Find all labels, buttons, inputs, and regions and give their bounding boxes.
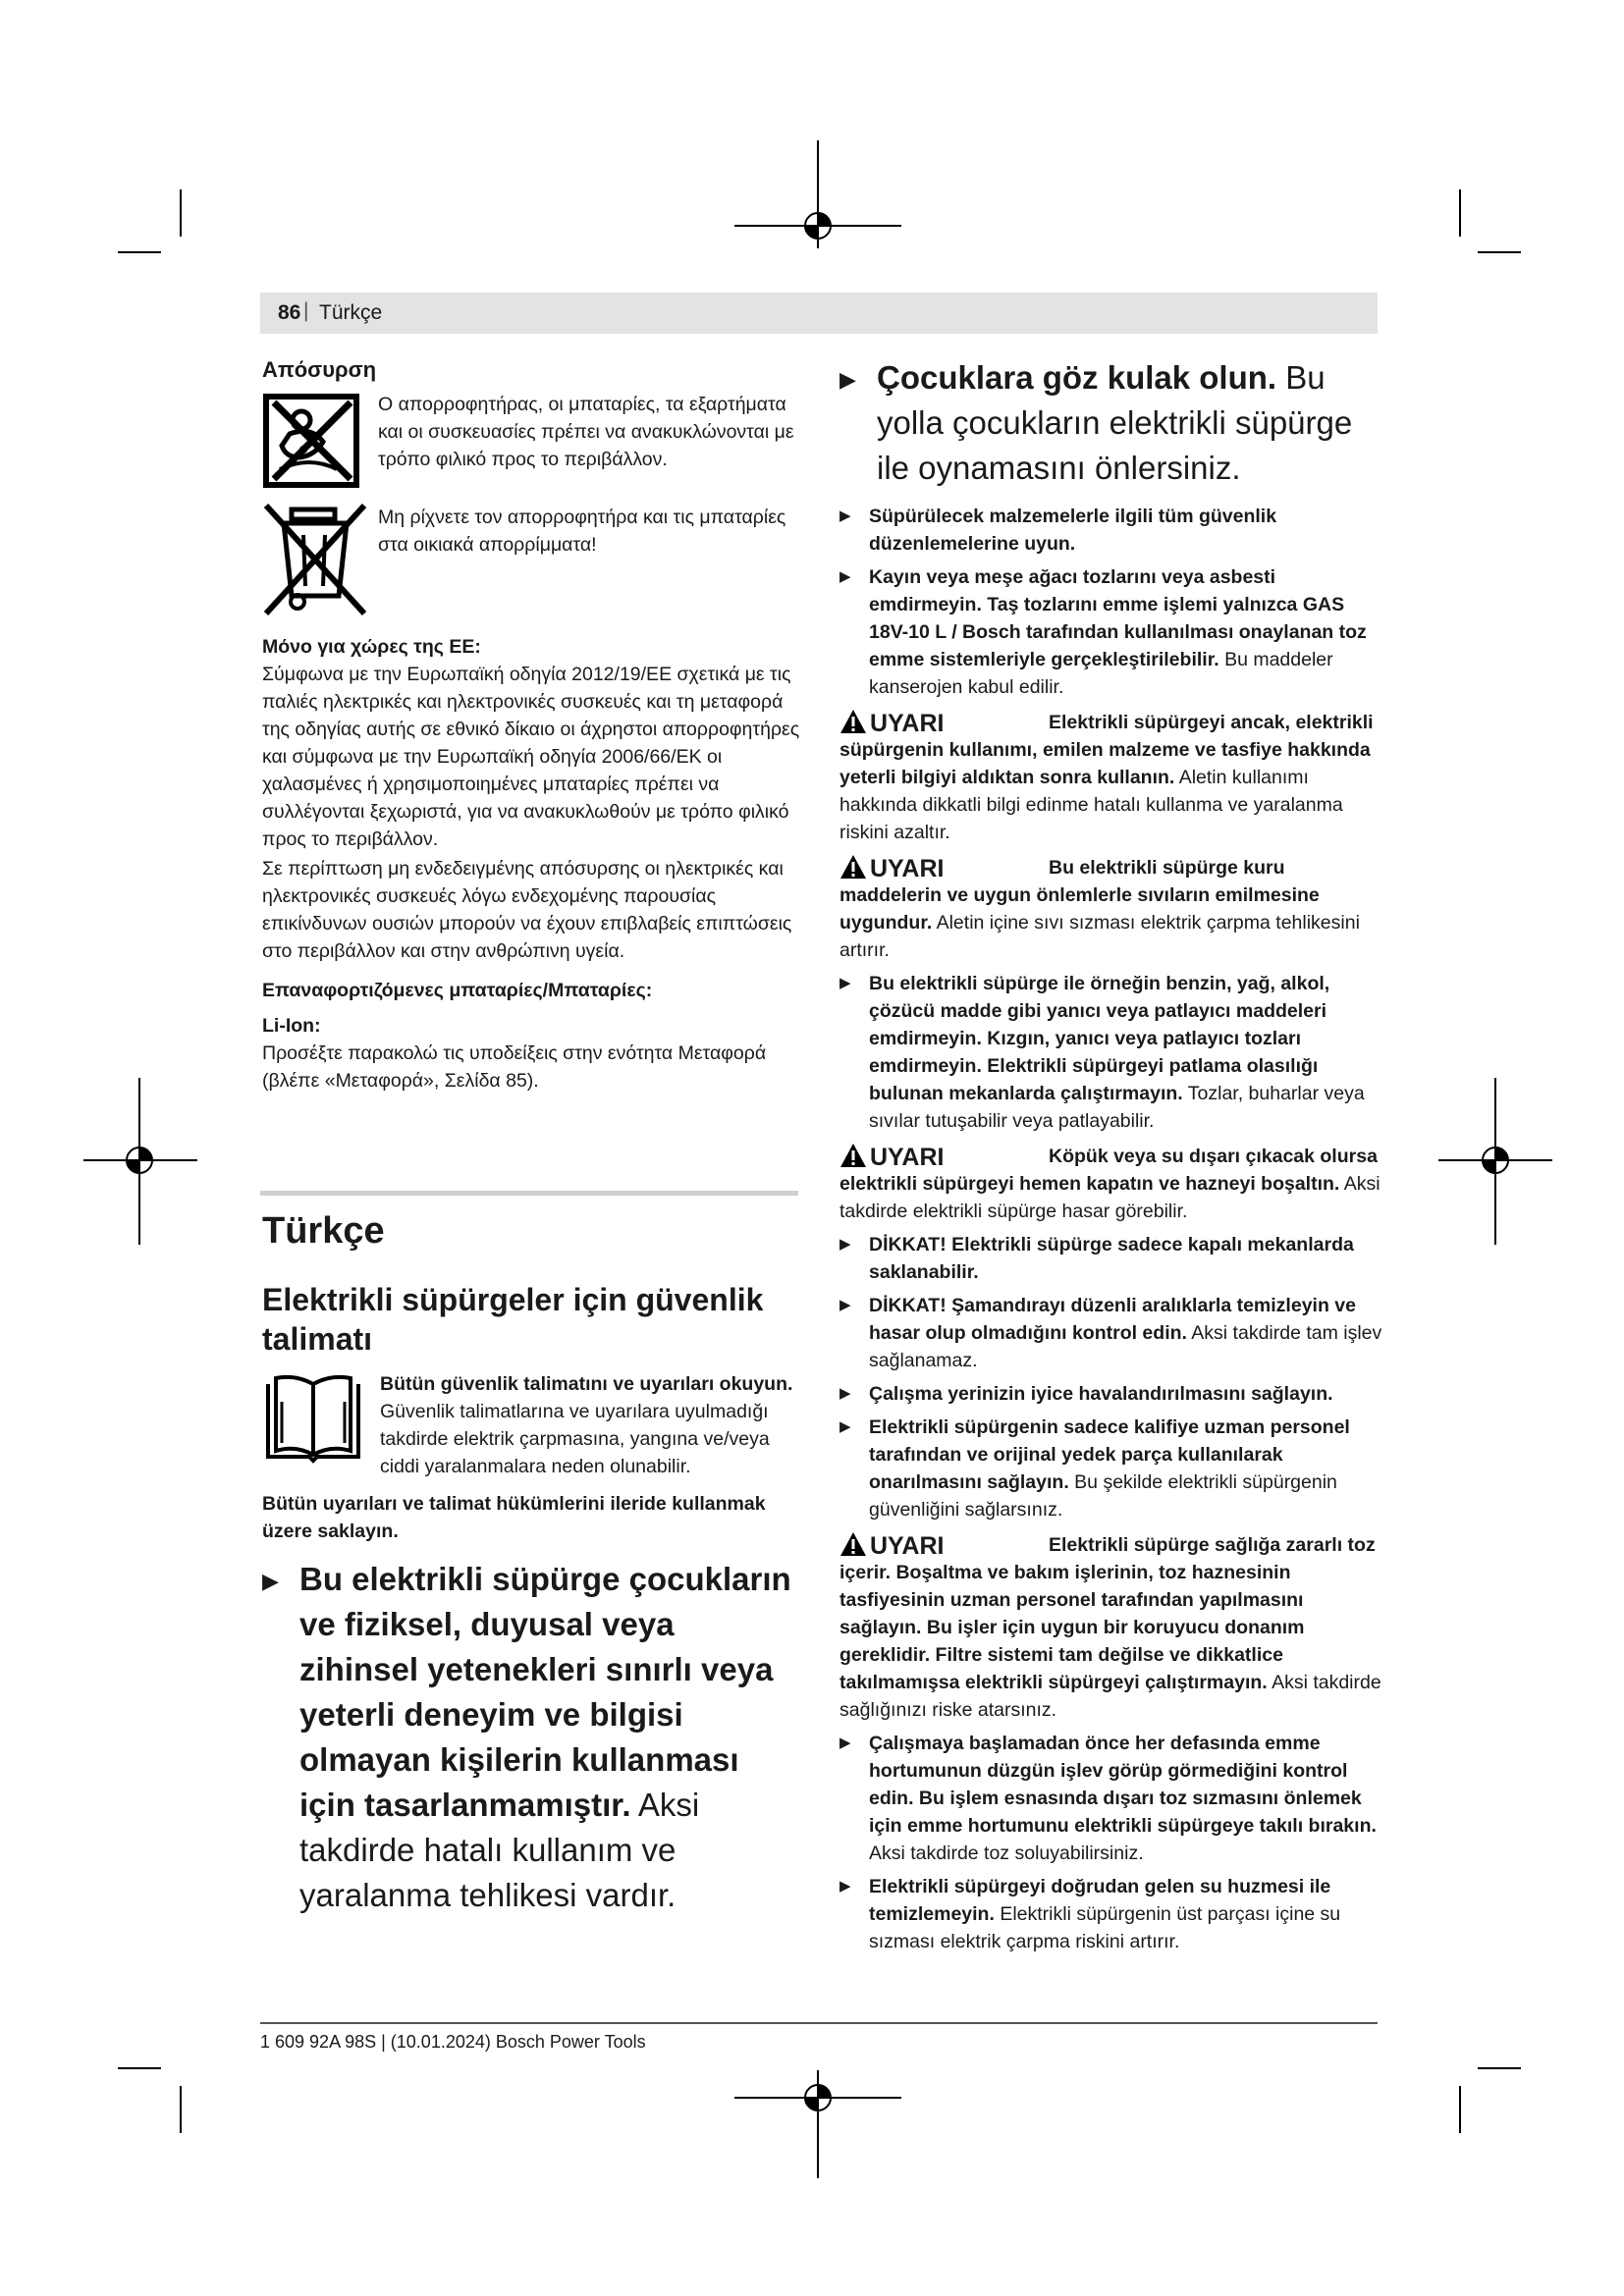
warning-text: Aletin kullanımı hakkında dikkatli bilgi edinme hatalı kullanma ve yaralanma riskini azaltır. <box>839 767 1343 843</box>
warning-bold: Elektrikli süpürge sağlığa zararlı toz içerir. Boşaltma ve bakım işlerinin, toz haznesinin tasfiyesinin uzman personel tarafından yapılmasını sağlayın. Bu işler için uygun bir koruyucu donanım gereklidir. Filtre sistemi tam değilse ve dikkatlice takılmamışsa elektrikli süpürgeyi çalıştırmayın. <box>839 1534 1376 1693</box>
warning-block-3 <box>839 1143 1384 1225</box>
warning-triangle-icon <box>839 1143 867 1168</box>
safety-section-title-line-1: Elektrikli süpürgeler için güvenlik <box>262 1282 764 1317</box>
warning-label <box>839 1531 945 1560</box>
bullet-arrow-icon: ▶ <box>839 367 856 392</box>
greek-battery-title: Επαναφορτιζόμενες μπαταρίες/Μπαταρίες: <box>262 980 653 1001</box>
big-bullet-1-bold: Bu elektrikli süpürge çocukların ve fiziksel, duyusal veya zihinsel yetenekleri sınırlı veya yeterli deneyim ve bilgisi olmayan kişilerin kullanması için tasarlanmamıştır. <box>299 1561 791 1823</box>
bullet-bold: DİKKAT! Şamandırayı düzenli aralıklarla temizleyin ve hasar olup olmadığını kontrol edin. <box>869 1295 1356 1344</box>
big-bullet-1-text: Aksi takdirde hatalı kullanım ve yaralanma tehlikesi vardır. <box>299 1787 700 1913</box>
crop-mark <box>1478 251 1521 253</box>
warning-label-text: UYARI <box>870 1144 945 1171</box>
warning-text: Aksi takdirde elektrikli süpürge hasar görebilir. <box>839 1173 1380 1222</box>
crop-mark <box>1459 2086 1461 2133</box>
manual-book-icon <box>262 1372 364 1465</box>
greek-disposal-text-1: Ο απορροφητήρας, οι μπαταρίες, τα εξαρτήματα και οι συσκευασίες πρέπει να ανακυκλώνονται με τρόπο φιλικό προς το περιβάλλον. <box>378 394 794 470</box>
page-number: 86 <box>278 301 301 324</box>
warning-block-1 <box>839 709 1384 846</box>
bullet-item: ▶ DİKKAT! Elektrikli süpürge sadece kapalı mekanlarda saklanabilir. <box>839 1231 1384 1286</box>
read-instructions-bold: Bütün güvenlik talimatını ve uyarıları okuyun. <box>380 1373 793 1395</box>
warning-text: Aksi takdirde sağlığınızı riske atarsınız. <box>839 1672 1381 1721</box>
right-column <box>839 355 1384 1955</box>
footer-text: 1 609 92A 98S | (10.01.2024) Bosch Power Tools <box>260 2032 646 2052</box>
bullet-item <box>839 1730 1384 1867</box>
left-column <box>262 355 800 1095</box>
bullet-text: Bu şekilde elektrikli süpürgenin güvenliğini sağlarsınız. <box>869 1471 1337 1521</box>
keep-instructions: Bütün uyarıları ve talimat hükümlerini ileride kullanmak üzere saklayın. <box>262 1493 766 1542</box>
warning-bold: Köpük veya su dışarı çıkacak olursa elektrikli süpürgeyi hemen kapatın ve hazneyi boşaltın. <box>839 1146 1378 1195</box>
registration-mark-icon <box>1479 1144 1512 1177</box>
registration-mark-icon <box>801 209 835 242</box>
bullet-bold: Elektrikli süpürgenin sadece kalifiye uzman personel tarafından ve orijinal yedek parça kullanılarak onarılmasını sağlayın. <box>869 1416 1350 1493</box>
bullet-item <box>839 970 1384 1135</box>
turkish-intro <box>262 1205 800 1918</box>
big-bullet-2 <box>839 355 1384 491</box>
crop-mark <box>1459 189 1461 237</box>
bullet-text: Aksi takdirde tam işlev sağlanamaz. <box>869 1322 1382 1371</box>
warning-label <box>839 1143 945 1171</box>
bullet-bold: Bu elektrikli süpürge ile örneğin benzin, yağ, alkol, çözücü madde gibi yanıcı veya patlayıcı maddeleri emdirmeyin. Kızgın, yanıcı veya patlayıcı tozları emdirmeyin. Elektrikli süpürgeyi patlama olasılığı bulunan mekanlarda çalıştırmayın. <box>869 973 1330 1104</box>
warning-block-2 <box>839 854 1384 964</box>
warning-bold: Bu elektrikli süpürge kuru maddelerin ve uygun önlemlerle sıvıların emilmesine uygundur. <box>839 857 1320 934</box>
greek-disposal-title: Απόσυρση <box>262 357 377 382</box>
warning-triangle-icon <box>839 854 867 880</box>
crop-mark <box>118 2067 161 2069</box>
read-instructions-text: Güvenlik talimatlarına ve uyarılara uyulmadığı takdirde elektrik çarpmasına, yangına ve/veya ciddi yaralanmalara neden olunabilir. <box>380 1401 770 1477</box>
turkish-language-title: Türkçe <box>262 1210 385 1252</box>
warning-label-text: UYARI <box>870 710 945 737</box>
header-separator: | <box>303 299 309 322</box>
warning-label <box>839 709 945 737</box>
footer-rule <box>260 2022 1378 2024</box>
warning-label <box>839 854 945 882</box>
bullet-item <box>839 1292 1384 1374</box>
section-divider <box>260 1191 798 1196</box>
bullet-text: Bu maddeler kanserojen kabul edilir. <box>869 649 1333 698</box>
crop-mark <box>118 251 161 253</box>
bullet-arrow-icon: ▶ <box>262 1569 279 1593</box>
bullet-item <box>839 1873 1384 1955</box>
warning-triangle-icon <box>839 709 867 734</box>
bullet-bold: Çalışmaya başlamadan önce her defasında emme hortumunun düzgün işlev görüp görmediğini kontrol edin. Bu işlem esnasında dışarı toz sızmasını önlemek için emme hortumunu elektrikli süpürgeye takılı bırakın. <box>869 1733 1377 1837</box>
warning-label-text: UYARI <box>870 855 945 882</box>
big-bullet-2-text: Bu yolla çocukların elektrikli süpürge ile oynamasını önlersiniz. <box>877 359 1353 486</box>
bullet-item: ▶ Süpürülecek malzemelerle ilgili tüm güvenlik düzenlemelerine uyun. <box>839 503 1384 558</box>
warning-text: Aletin içine sıvı sızması elektrik çarpma tehlikesini artırır. <box>839 912 1360 961</box>
bullet-bold: Kayın veya meşe ağacı tozlarını veya asbesti emdirmeyin. Taş tozlarını emme işlemi yalnızca GAS 18V-10 L / Bosch tarafından kullanılması onaylanan toz emme sistemleriyle gerçekleştirilebilir. <box>869 566 1367 670</box>
greek-disposal-text-2: Μη ρίχνετε τον απορροφητήρα και τις μπαταρίες στα οικιακά απορρίμματα! <box>378 507 786 556</box>
greek-liion-title: Li-Ion: <box>262 1015 321 1037</box>
bullet-item: ▶ Çalışma yerinizin iyice havalandırılmasını sağlayın. <box>839 1380 1384 1408</box>
big-bullet-1 <box>262 1557 800 1918</box>
greek-liion-text: Προσέξτε παρακολώ τις υποδείξεις στην ενότητα Μεταφορά (βλέπε «Μεταφορά», Σελίδα 85). <box>262 1042 767 1092</box>
crop-mark <box>1478 2067 1521 2069</box>
bullet-text: Tozlar, buharlar veya sıvılar tutuşabilir veya patlayabilir. <box>869 1083 1365 1132</box>
registration-mark-icon <box>801 2081 835 2114</box>
warning-bold: Elektrikli süpürgeyi ancak, elektrikli süpürgenin kullanımı, emilen malzeme ve tasfiye hakkında yeterli bilgiyi aldıktan sonra kullanın. <box>839 712 1374 788</box>
greek-eu-text-1: Σύμφωνα με την Ευρωπαϊκή οδηγία 2012/19/ΕΕ σχετικά με τις παλιές ηλεκτρικές και ηλεκτρονικές συσκευές και τη μεταφορά της οδηγίας αυτής σε εθνικό δίκαιο οι άχρηστοι απορροφητήρες και σύμφωνα με την Ευρωπαϊκή οδηγία 2006/66/ΕΚ οι χαλασμένες ή χρησιμοποιημένες μπαταρίες πρέπει να συλλέγονται ξεχωριστά, για να ανακυκλωθούν με τρόπο φιλικό προς το περιβάλλον. <box>262 664 800 850</box>
recycle-crossed-icon <box>262 393 360 489</box>
bullet-item <box>839 563 1384 701</box>
page-header <box>260 293 1378 334</box>
warning-label-text: UYARI <box>870 1532 945 1560</box>
bullet-text: Elektrikli süpürgenin üst parçası içine su sızması elektrik çarpma riskini artırır. <box>869 1903 1341 1952</box>
greek-eu-text-2: Σε περίπτωση μη ενδεδειγμένης απόσυρσης οι ηλεκτρικές και ηλεκτρονικές συσκευές λόγω ενδεχομένης παρουσίας επικίνδυνων ουσιών μπορούν να έχουν επιβλαβείς επιπτώσεις στο περιβάλλον και στην ανθρώπινη υγεία. <box>262 858 792 962</box>
safety-section-title-line-2: talimatı <box>262 1321 373 1357</box>
warning-triangle-icon <box>839 1531 867 1557</box>
crop-mark <box>180 2086 182 2133</box>
greek-eu-title: Μόνο για χώρες της ΕΕ: <box>262 636 481 658</box>
registration-mark-icon <box>123 1144 156 1177</box>
bullet-item <box>839 1414 1384 1523</box>
bullet-bold: Elektrikli süpürgeyi doğrudan gelen su huzmesi ile temizlemeyin. <box>869 1876 1331 1925</box>
bullet-text: Aksi takdirde toz soluyabilirsiniz. <box>869 1842 1144 1864</box>
crop-mark <box>180 189 182 237</box>
wheelie-bin-crossed-icon <box>262 502 368 617</box>
header-language: Türkçe <box>319 301 383 324</box>
big-bullet-2-bold: Çocuklara göz kulak olun. <box>877 359 1277 396</box>
warning-block-4 <box>839 1531 1384 1724</box>
